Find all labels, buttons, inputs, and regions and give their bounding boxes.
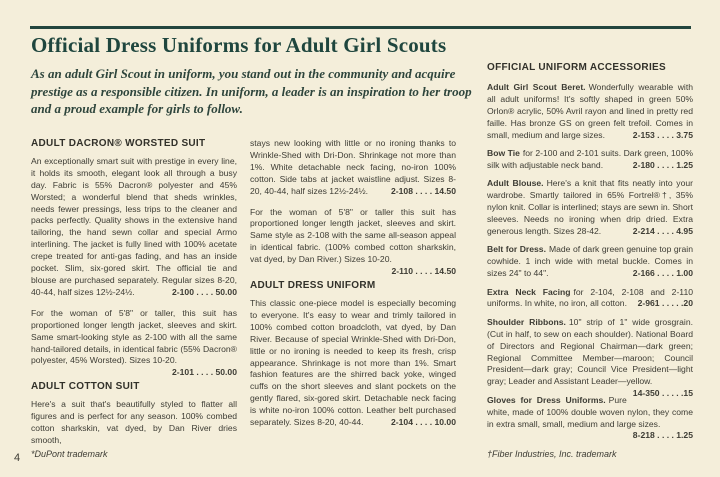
accessory-item-beret: [487, 82, 693, 142]
page-number: 4: [14, 452, 21, 464]
accessories-column: [487, 62, 693, 442]
accessory-description: Made of dark green genuine top grain cowhide. 1 inch wide with metal buckle. Comes in sizes 24" to 44".: [487, 244, 693, 279]
accessory-item-adult-blouse: [487, 178, 693, 238]
catalog-price: 2-110 . . . . 14.50: [391, 266, 456, 277]
accessory-name: Extra Neck Facing: [487, 286, 571, 297]
catalog-price: 2-101 . . . . 50.00: [172, 367, 237, 378]
accessory-item-shoulder-ribbons: [487, 316, 694, 399]
accessory-description: for 2-104, 2-108 and 2-110 uniforms. In white, no iron, all cotton.: [487, 286, 694, 309]
paragraph-cotton-suit-1: [31, 399, 237, 447]
accessory-item-belt: [487, 244, 693, 280]
accessory-name: Adult Girl Scout Beret.: [487, 81, 586, 92]
paragraph-dress-uniform: [250, 298, 456, 429]
paragraph-text: For the woman of 5'8" or taller this suit has proportioned longer length jacket, sleeves and skirt. Same style as 2-108 with the same all-season appeal in identical fabric. (100% combed cotton sharkskin, vat dyed, by Dan River.) Sizes 10-20.: [250, 206, 456, 265]
paragraph-cotton-suit-2: [250, 138, 456, 198]
accessory-name: Gloves for Dress Uniforms.: [487, 394, 606, 405]
footnote-fiber: †Fiber Industries, Inc. trademark: [487, 449, 617, 459]
paragraph-text: Here's a suit that's beautifully styled to flatter all figures and is perfect for any season. 100% combed cotton sharkskin, vat dyed, by Dan River dries smooth,: [31, 399, 237, 445]
catalog-price: 2-166 . . . . 1.00: [632, 268, 693, 279]
accessory-description: Here's a knit that fits neatly into your wardrobe. Smartly tailored in 65% Fortrel®†, 35% nylon knit. Collar is interlined; stays are sewn in. Short sleeves. Needs no ironing when drip dried. Extra generous length. Sizes 28-42.: [487, 178, 693, 236]
catalog-price: 2-100 . . . . 50.00: [172, 286, 237, 297]
catalog-price: 2-153 . . . . 3.75: [632, 129, 693, 140]
section-heading-adult-cotton-suit: ADULT COTTON SUIT: [31, 381, 140, 393]
paragraph-dacron-suit-1: [31, 156, 237, 299]
catalog-price: 8-218 . . . . 1.25: [632, 430, 693, 441]
catalog-price: 2-214 . . . . 4.95: [632, 225, 693, 236]
paragraph-text: For the woman of 5'8" or taller, this suit has proportioned longer length jacket, sleeves and skirt. Same smart-looking style as 2-100 with all the same hand-tailored details, in identical fabric (55% Dacron® polyester, 45% Worsted). Sizes 10-20.: [31, 307, 237, 366]
middle-column: [250, 138, 456, 438]
catalog-price: 2-104 . . . . 10.00: [391, 417, 456, 428]
accessory-item-neck-facing: [487, 287, 693, 311]
accessory-name: Bow Tie: [487, 147, 520, 158]
accessory-description: Pure white, made of 100% double woven nylon, they come in extra small, small, medium and large sizes.: [487, 394, 693, 429]
accessory-description: Wonderfully wearable with all adult uniforms! It's softly shaped in green 50% Orlon® acrylic, 50% Avril rayon and lined in pretty red faille. Has bronze GS on green felt trefoil. Comes in small, medium and large sizes.: [487, 81, 694, 140]
footnote-dupont: *DuPont trademark: [31, 449, 108, 459]
left-column: [31, 138, 237, 456]
catalog-price: 2-108 . . . . 14.50: [391, 185, 456, 196]
paragraph-text: An exceptionally smart suit with prestige in every line, it holds its smooth, elegant look all through a busy day. Fabric is 55% Dacron® polyester and 45% Worsted; a wonderful blend that sheds wrinkles, needs fewer pressings, less trips to the cleaner and packs perfectly. Quality shows in the extensive hand tailoring, the hand sewn collar and special Armo interlining. The jacket is fully lined with 100% acetate crepe treated for anti-gas fading, and has an inside pocket. Slim, six-gored skirt. The official tie and blouse are purchased separately. Regular sizes 8-20, 40-44, half sizes 12½-24½.: [31, 155, 237, 297]
accessory-description: 10" strip of 1" wide grosgrain. (Cut in half, to sew on each shoulder). National Board of Directors and Regional Chairman—dark green; Regional Committee Member—maroon; Council President—dark gray; Council Vice President—light gray; Leader and Assistant Leader—yellow.: [487, 316, 694, 387]
accessory-name: Shoulder Ribbons.: [487, 316, 566, 327]
accessory-description: for 2-100 and 2-101 suits. Dark green, 100% silk with adjustable neck band.: [487, 147, 693, 170]
catalog-price: 14-350 . . . . .15: [632, 388, 693, 399]
paragraph-cotton-suit-3: [250, 206, 456, 277]
top-divider-rule: [30, 26, 691, 29]
paragraph-dacron-suit-2: [31, 307, 237, 378]
accessory-name: Adult Blouse.: [487, 178, 544, 189]
catalog-price: 2-180 . . . . 1.25: [632, 159, 693, 170]
section-heading-adult-dacron-worsted-suit: ADULT DACRON® WORSTED SUIT: [31, 138, 206, 149]
section-heading-official-uniform-accessories: OFFICIAL UNIFORM ACCESSORIES: [487, 62, 666, 73]
accessory-item-bow-tie: [487, 148, 693, 172]
section-heading-adult-dress-uniform: ADULT DRESS UNIFORM: [250, 280, 376, 292]
page-title: Official Dress Uniforms for Adult Girl Scouts: [31, 33, 447, 57]
paragraph-text: This classic one-piece model is especially becoming to everyone. It's easy to wear and trimly tailored in 100% combed cotton broadcloth, vat dyed, by Dan River. Because of special Wrinkle-Shed with Dri-Don, little or no ironing is needed to keep its fresh, crisp appearance. Shrinkage is not more than 1%. Smart fashion features are the shirred back yoke, winged cuffs on the short sleeves and slant pockets on the gently flared, six-gored skirt. Detachable neck facing is white no-iron 100% cotton. Leather belt purchased separately. Sizes 8-20, 40-44.: [250, 297, 456, 428]
catalog-price: 2-961 . . . . .20: [637, 298, 693, 309]
accessory-name: Belt for Dress.: [487, 244, 546, 255]
intro-paragraph: As an adult Girl Scout in uniform, you stand out in the community and acquire prestige as a responsible citizen. In uniform, a leader is an inspiration to her troop and a proud example for girls to follow.: [31, 66, 472, 116]
paragraph-text: stays new looking with little or no ironing thanks to Wrinkle-Shed with Dri-Don. Shrinkage not more than 1%. White detachable neck facing, no-iron 100% cotton. Side tabs at jacket waistline adjust. Sizes 8-20, 40-44, half sizes 12½-24½.: [250, 138, 456, 196]
